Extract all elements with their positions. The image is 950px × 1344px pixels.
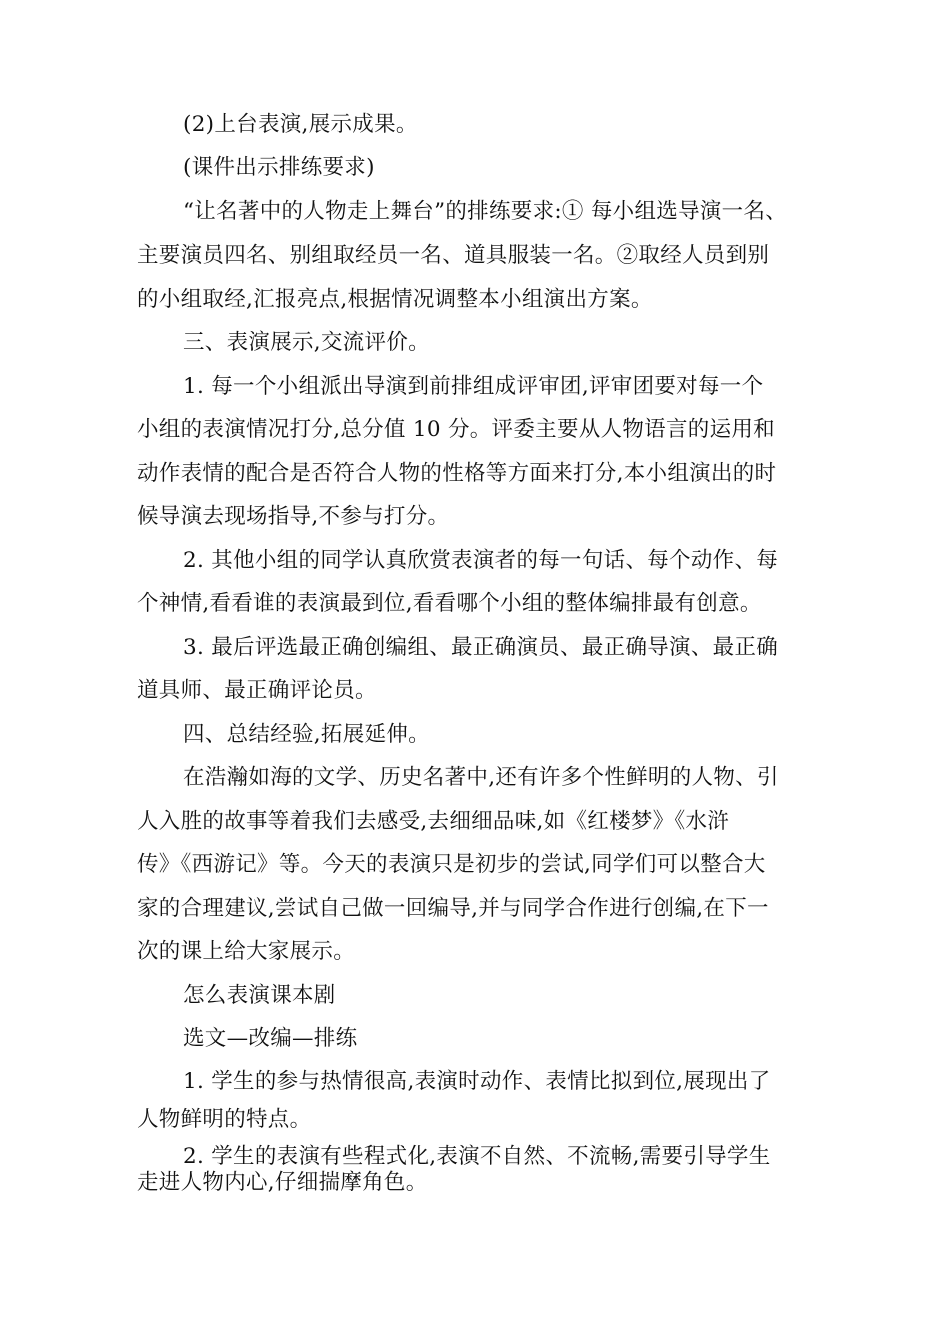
paragraph-line: 人入胜的故事等着我们去感受,去细细品味,如《红楼梦》《水浒 (137, 809, 730, 834)
paragraph-line: 动作表情的配合是否符合人物的性格等方面来打分,本小组演出的时 (137, 461, 777, 486)
paragraph-line: (2)上台表演,展示成果。 (183, 112, 418, 137)
paragraph-line: 1. 学生的参与热情很高,表演时动作、表情比拟到位,展现出了 (183, 1069, 771, 1094)
paragraph-line: 2. 其他小组的同学认真欣赏表演者的每一句话、每个动作、每 (183, 548, 779, 573)
section-heading: 三、表演展示,交流评价。 (183, 330, 430, 355)
section-heading: 四、总结经验,拓展延伸。 (183, 722, 430, 747)
paragraph-line: 候导演去现场指导,不参与打分。 (137, 504, 450, 529)
paragraph-line: 小组的表演情况打分,总分值 10 分。评委主要从人物语言的运用和 (137, 417, 775, 442)
paragraph-line: “让名著中的人物走上舞台”的排练要求:① 每小组选导演一名、 (183, 199, 788, 224)
subheading: 怎么表演课本剧 (183, 983, 336, 1008)
paragraph-line: 在浩瀚如海的文学、历史名著中,还有许多个性鲜明的人物、引 (183, 765, 779, 790)
paragraph-line: 2. 学生的表演有些程式化,表演不自然、不流畅,需要引导学生 (183, 1144, 771, 1169)
subheading: 选文—改编—排练 (183, 1026, 358, 1051)
paragraph-line: 1. 每一个小组派出导演到前排组成评审团,评审团要对每一个 (183, 374, 764, 399)
paragraph-line: 走进人物内心,仔细揣摩角色。 (137, 1170, 428, 1195)
paragraph-line: 3. 最后评选最正确创编组、最正确演员、最正确导演、最正确 (183, 635, 779, 660)
paragraph-line: 的小组取经,汇报亮点,根据情况调整本小组演出方案。 (137, 287, 653, 312)
paragraph-line: 次的课上给大家展示。 (137, 939, 356, 964)
paragraph-line: 道具师、最正确评论员。 (137, 678, 377, 703)
paragraph-line: (课件出示排练要求) (183, 155, 375, 180)
paragraph-line: 主要演员四名、别组取经员一名、道具服装一名。②取经人员到别 (137, 243, 770, 268)
paragraph-line: 个神情,看看谁的表演最到位,看看哪个小组的整体编排最有创意。 (137, 591, 762, 616)
paragraph-line: 人物鲜明的特点。 (137, 1107, 312, 1132)
paragraph-line: 传》《西游记》等。今天的表演只是初步的尝试,同学们可以整合大 (137, 852, 766, 877)
paragraph-line: 家的合理建议,尝试自己做一回编导,并与同学合作进行创编,在下一 (137, 896, 769, 921)
